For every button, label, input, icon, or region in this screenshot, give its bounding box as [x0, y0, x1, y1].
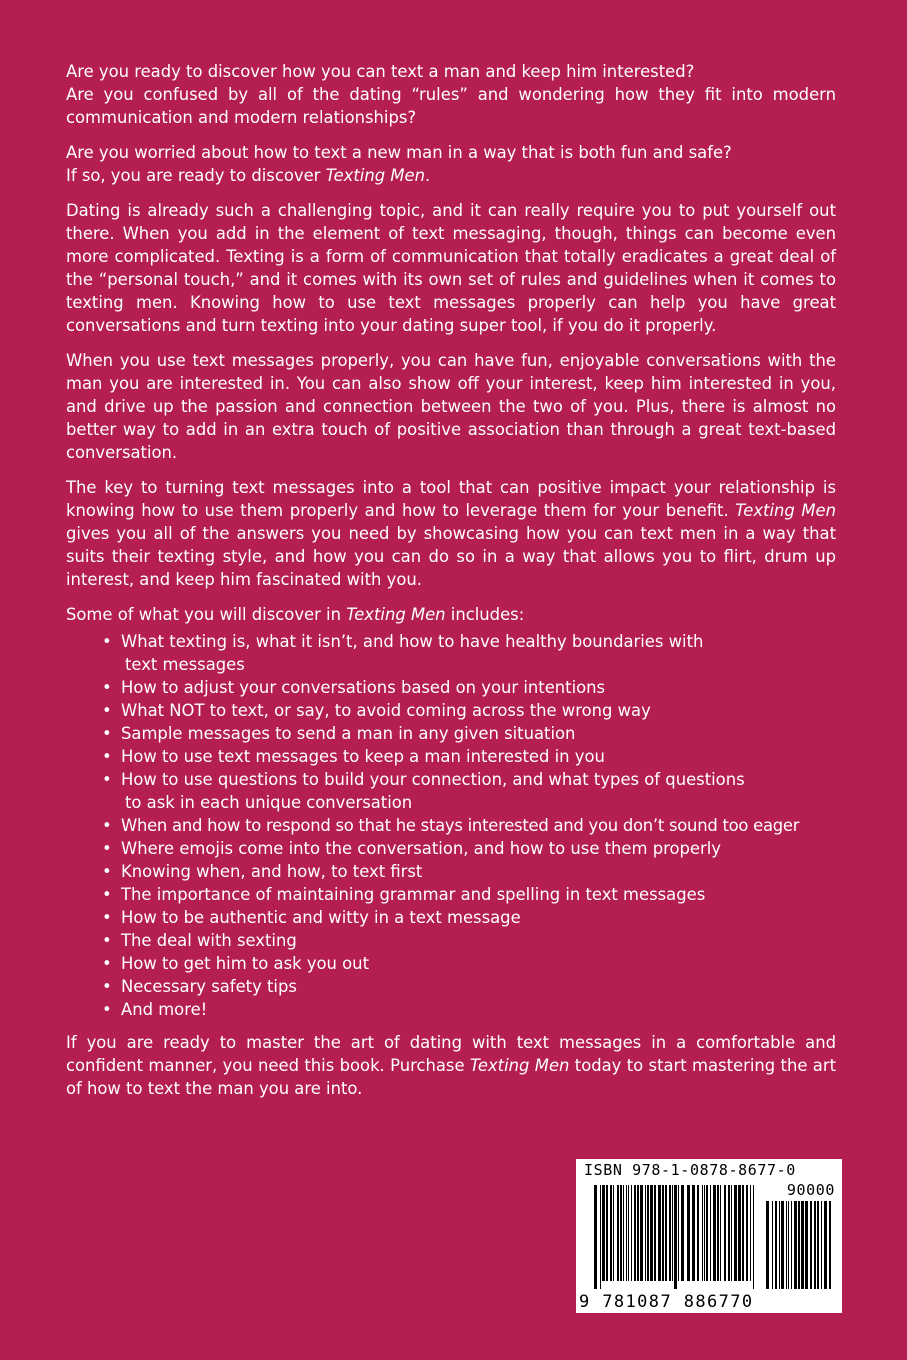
- barcode-bar: [678, 1185, 679, 1281]
- list-item: • What NOT to text, or say, to avoid coming across the wrong way: [102, 699, 836, 722]
- barcode-bar: [594, 1185, 597, 1289]
- barcode-bar: [738, 1185, 741, 1281]
- price-addon-label: 90000: [786, 1181, 835, 1199]
- barcode-bar: [750, 1185, 751, 1281]
- barcode-bar: [647, 1185, 649, 1281]
- barcode-bar: [626, 1185, 627, 1281]
- barcode-bar: [658, 1185, 661, 1281]
- list-item: • When and how to respond so that he stays interested and you don’t sound too eager: [102, 814, 836, 837]
- list-item: • How to adjust your conversations based on your intentions: [102, 676, 836, 699]
- barcode-bar: [650, 1185, 653, 1281]
- list-item-text-continued: text messages: [125, 655, 245, 674]
- barcode-bar: [610, 1185, 612, 1281]
- paragraph-3-end: gives you all of the answers you need by showcasing how you can text men in a way that suits their texting style, and how you can do so in a way that allows you to flirt, drum up interest, and keep him fascinated with you.: [66, 524, 836, 589]
- list-item: [102, 630, 836, 676]
- barcode-bar: [798, 1201, 800, 1289]
- paragraph-3: [66, 476, 836, 591]
- barcode-bar: [781, 1201, 784, 1289]
- list-item: • The importance of maintaining grammar and spelling in text messages: [102, 883, 836, 906]
- barcode-bar: [600, 1185, 601, 1289]
- intro-line-2: Are you confused by all of the dating “rules” and wondering how they fit into modern communication and modern relationships?: [66, 85, 836, 127]
- barcode-bar: [814, 1201, 816, 1289]
- worry-line-2: [66, 164, 836, 187]
- barcode-bar: [821, 1201, 822, 1289]
- book-title: Texting Men: [469, 1056, 570, 1075]
- barcode-bar: [669, 1185, 671, 1281]
- list-item: • Necessary safety tips: [102, 975, 836, 998]
- barcode-bar: [728, 1185, 730, 1281]
- barcode-bar: [634, 1185, 636, 1281]
- barcode-bar: [623, 1185, 624, 1281]
- barcode-bar: [746, 1185, 748, 1281]
- list-item: • Knowing when, and how, to text first: [102, 860, 836, 883]
- list-intro-end: includes:: [445, 605, 525, 624]
- barcode-bar: [704, 1185, 705, 1281]
- book-title: Texting Men: [346, 605, 446, 624]
- list-item: • How to be authentic and witty in a text message: [102, 906, 836, 929]
- addon-barcode-bars: [766, 1201, 834, 1289]
- intro-paragraph: [66, 60, 836, 129]
- paragraph-2: When you use text messages properly, you can have fun, enjoyable conversations with the man you are interested in. You can also show off your interest, keep him interested in you, and drive up the passion and connection between the two of you. Plus, there is almost no better way to add in an extra touch of positive association than through a great text-based conversation.: [66, 351, 836, 462]
- barcode-bar: [713, 1185, 716, 1281]
- list-item: • How to use text messages to keep a man interested in you: [102, 745, 836, 768]
- barcode-bar: [706, 1185, 708, 1281]
- barcode-bar: [810, 1201, 812, 1289]
- list-item: • Where emojis come into the conversation, and how to use them properly: [102, 837, 836, 860]
- barcode-bar: [606, 1185, 608, 1281]
- barcode-bar: [692, 1185, 695, 1281]
- barcode-bar: [674, 1185, 677, 1289]
- barcode-bar: [654, 1185, 656, 1281]
- closing-start: If you are ready to master the art of dating with text messages in a comfortable and confident manner, you need this book. Purchase: [66, 1033, 836, 1075]
- barcode-bar: [766, 1201, 769, 1289]
- feature-list: [66, 630, 836, 1021]
- list-item-text: How to use questions to build your connection, and what types of questions: [121, 770, 745, 789]
- barcode-bar: [734, 1185, 737, 1281]
- barcode-bar: [662, 1185, 664, 1281]
- barcode-bar: [724, 1185, 726, 1281]
- barcode-bar: [772, 1201, 773, 1289]
- closing-paragraph: [66, 1031, 836, 1100]
- barcode-bar: [681, 1185, 684, 1281]
- list-item: • Sample messages to send a man in any given situation: [102, 722, 836, 745]
- barcode-bar: [794, 1201, 797, 1289]
- list-item-text: What texting is, what it isn’t, and how to have healthy boundaries with: [121, 632, 704, 651]
- barcode-bar: [613, 1185, 614, 1281]
- barcode-bar: [665, 1185, 667, 1281]
- barcode-bar: [817, 1201, 819, 1289]
- barcode-bar: [791, 1201, 792, 1289]
- paragraph-1: Dating is already such a challenging topic, and it can really require you to put yourself out there. When you add in the element of text messaging, though, things can become even more complicated. Texting is a form of communication that totally eradicates a great deal of the “personal touch,” and it comes with its own set of rules and guidelines when it comes to texting men. Knowing how to use text messages properly can help you have great conversations and turn texting into your dating super tool, if you do it properly.: [66, 201, 836, 335]
- barcode-bar: [775, 1201, 777, 1289]
- barcode-bar: [702, 1185, 703, 1281]
- barcode-bar: [824, 1201, 827, 1289]
- list-item: • And more!: [102, 998, 836, 1021]
- intro-line-1: Are you ready to discover how you can text a man and keep him interested?: [66, 62, 695, 81]
- book-title: Texting Men: [325, 166, 425, 185]
- closing-end: today to start mastering the art of how to text the man you are into.: [66, 1056, 836, 1098]
- barcode-bar: [731, 1185, 732, 1281]
- barcode-bar: [779, 1201, 780, 1289]
- barcode-bar: [742, 1185, 744, 1281]
- blurb-text: [66, 60, 836, 1112]
- barcode-bar: [617, 1185, 619, 1281]
- list-item: [102, 768, 836, 814]
- list-intro: [66, 603, 836, 626]
- barcode-bar: [717, 1185, 719, 1281]
- barcode-bar: [672, 1185, 673, 1281]
- barcode-bar: [697, 1185, 699, 1281]
- barcode-bar: [645, 1185, 646, 1281]
- barcode-bar: [640, 1185, 643, 1281]
- barcode-bar: [687, 1185, 690, 1281]
- barcode-bar: [602, 1185, 605, 1281]
- barcode-bar: [805, 1201, 808, 1289]
- barcode-bar: [786, 1201, 787, 1289]
- barcode-bar: [620, 1185, 622, 1281]
- barcode-bar: [829, 1201, 831, 1289]
- paragraph-3-start: The key to turning text messages into a tool that can positive impact your relationship is knowing how to use them properly and how to leverage them for your benefit.: [66, 478, 836, 520]
- barcode-bar: [801, 1201, 804, 1289]
- barcode-bar: [720, 1185, 721, 1281]
- isbn-label: ISBN 978-1-0878-8677-0: [584, 1161, 796, 1179]
- isbn-barcode: [576, 1159, 842, 1313]
- list-intro-start: Some of what you will discover in: [66, 605, 347, 624]
- list-item: • The deal with sexting: [102, 929, 836, 952]
- worry-line-2-text: If so, you are ready to discover: [66, 166, 326, 185]
- barcode-bar: [637, 1185, 639, 1281]
- ean-digits: 9 781087 886770: [579, 1292, 754, 1312]
- barcode-bar: [628, 1185, 629, 1281]
- list-item: • How to get him to ask you out: [102, 952, 836, 975]
- worry-line-2-end: .: [424, 166, 431, 185]
- worry-paragraph: [66, 141, 836, 187]
- book-title: Texting Men: [735, 501, 837, 520]
- barcode-bar: [788, 1201, 789, 1289]
- worry-line-1: Are you worried about how to text a new man in a way that is both fun and safe?: [66, 143, 732, 162]
- barcode-bar: [753, 1185, 754, 1289]
- list-item-text-continued: to ask in each unique conversation: [125, 793, 413, 812]
- barcode-bar: [631, 1185, 632, 1281]
- barcode-bar: [710, 1185, 711, 1281]
- barcode-bars: [594, 1185, 756, 1289]
